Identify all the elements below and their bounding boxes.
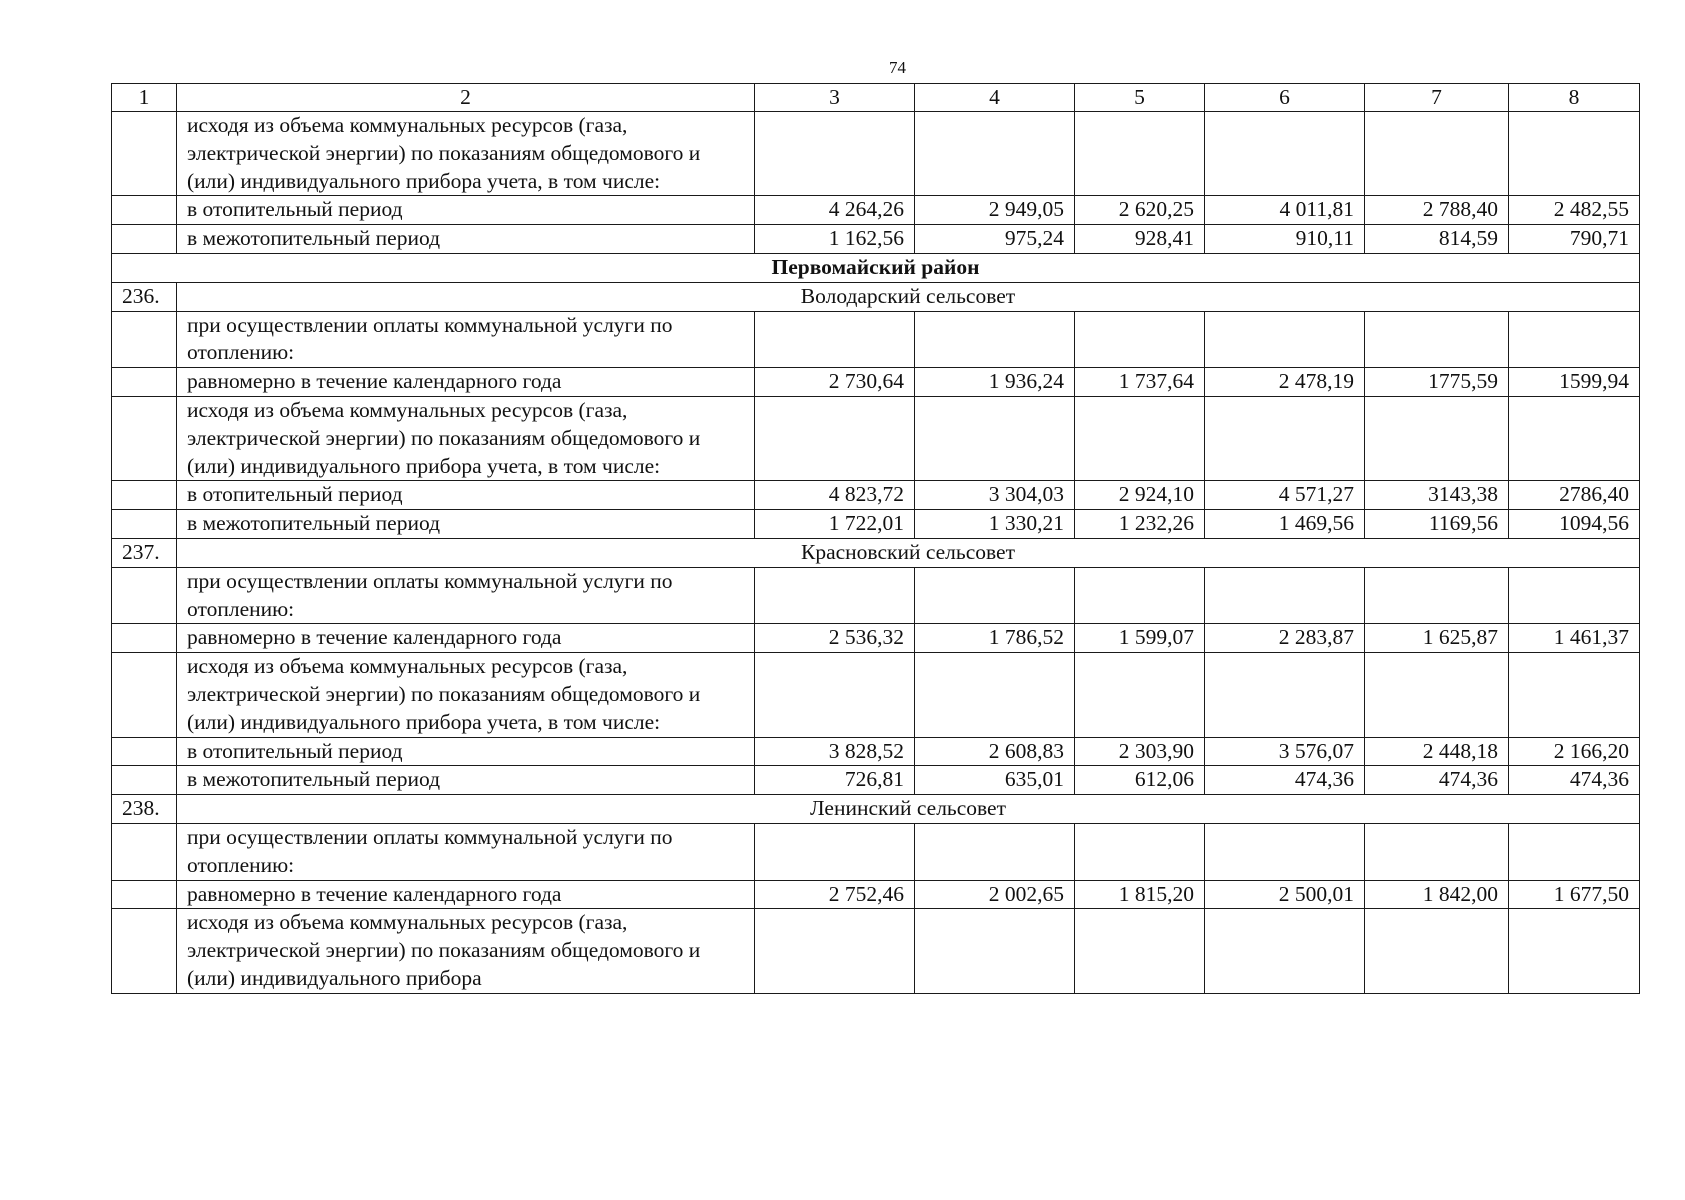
row-number-cell xyxy=(112,653,177,737)
settlement-name: Володарский сельсовет xyxy=(177,282,1640,311)
row-label: исходя из объема коммунальных ресурсов (газа, электрической энергии) по показаниям общедомового и (или) индивидуального прибора учета, в том числе: xyxy=(177,396,755,480)
row-label: в межотопительный период xyxy=(177,766,755,795)
value-cell xyxy=(755,396,915,480)
value-cell: 1599,94 xyxy=(1509,368,1640,397)
value-cell: 1 469,56 xyxy=(1205,510,1365,539)
value-cell xyxy=(915,653,1075,737)
value-cell: 1 737,64 xyxy=(1075,368,1205,397)
row-number-cell xyxy=(112,368,177,397)
value-cell xyxy=(1205,567,1365,624)
value-cell xyxy=(1365,909,1509,993)
settlement-name: Красновский сельсовет xyxy=(177,538,1640,567)
value-cell xyxy=(1075,909,1205,993)
value-cell xyxy=(1365,311,1509,368)
table-row xyxy=(112,481,1640,510)
value-cell: 4 823,72 xyxy=(755,481,915,510)
row-number-cell xyxy=(112,766,177,795)
value-cell: 1 722,01 xyxy=(755,510,915,539)
row-number-cell: 237. xyxy=(112,538,177,567)
value-cell xyxy=(1509,823,1640,880)
row-label: в отопительный период xyxy=(177,196,755,225)
row-label: равномерно в течение календарного года xyxy=(177,368,755,397)
value-cell xyxy=(1205,653,1365,737)
value-cell: 2 500,01 xyxy=(1205,880,1365,909)
value-cell: 4 264,26 xyxy=(755,196,915,225)
value-cell: 3 828,52 xyxy=(755,737,915,766)
value-cell: 726,81 xyxy=(755,766,915,795)
value-cell xyxy=(915,567,1075,624)
value-cell: 2 620,25 xyxy=(1075,196,1205,225)
value-cell: 3 576,07 xyxy=(1205,737,1365,766)
value-cell: 2 788,40 xyxy=(1365,196,1509,225)
value-cell: 2786,40 xyxy=(1509,481,1640,510)
row-number-cell: 238. xyxy=(112,795,177,824)
value-cell: 4 571,27 xyxy=(1205,481,1365,510)
column-header: 1 xyxy=(112,84,177,112)
row-number-cell xyxy=(112,225,177,254)
row-number-cell xyxy=(112,737,177,766)
value-cell: 2 536,32 xyxy=(755,624,915,653)
row-number-cell xyxy=(112,481,177,510)
row-label: исходя из объема коммунальных ресурсов (газа, электрической энергии) по показаниям общедомового и (или) индивидуального прибора xyxy=(177,909,755,993)
value-cell xyxy=(755,112,915,196)
district-row xyxy=(112,253,1640,282)
row-number-cell xyxy=(112,112,177,196)
value-cell xyxy=(1365,653,1509,737)
row-number-cell xyxy=(112,311,177,368)
table-row xyxy=(112,766,1640,795)
table-row xyxy=(112,624,1640,653)
column-header: 4 xyxy=(915,84,1075,112)
value-cell: 2 478,19 xyxy=(1205,368,1365,397)
column-header: 3 xyxy=(755,84,915,112)
row-number-cell xyxy=(112,624,177,653)
value-cell xyxy=(1509,112,1640,196)
row-label: в отопительный период xyxy=(177,737,755,766)
row-number-cell xyxy=(112,823,177,880)
row-number-cell xyxy=(112,880,177,909)
value-cell: 635,01 xyxy=(915,766,1075,795)
value-cell: 1775,59 xyxy=(1365,368,1509,397)
value-cell: 4 011,81 xyxy=(1205,196,1365,225)
settlement-name: Ленинский сельсовет xyxy=(177,795,1640,824)
value-cell xyxy=(1509,909,1640,993)
value-cell: 814,59 xyxy=(1365,225,1509,254)
value-cell xyxy=(1509,311,1640,368)
row-label: исходя из объема коммунальных ресурсов (газа, электрической энергии) по показаниям общедомового и (или) индивидуального прибора учета, в том числе: xyxy=(177,653,755,737)
value-cell xyxy=(1365,112,1509,196)
value-cell: 1 330,21 xyxy=(915,510,1075,539)
value-cell xyxy=(1205,909,1365,993)
value-cell xyxy=(1365,396,1509,480)
table-row xyxy=(112,909,1640,993)
row-label: при осуществлении оплаты коммунальной услуги по отоплению: xyxy=(177,567,755,624)
value-cell: 1 786,52 xyxy=(915,624,1075,653)
value-cell: 2 608,83 xyxy=(915,737,1075,766)
value-cell: 1169,56 xyxy=(1365,510,1509,539)
column-header: 2 xyxy=(177,84,755,112)
value-cell: 1 677,50 xyxy=(1509,880,1640,909)
value-cell xyxy=(755,567,915,624)
value-cell: 3143,38 xyxy=(1365,481,1509,510)
value-cell: 1 842,00 xyxy=(1365,880,1509,909)
value-cell xyxy=(1205,396,1365,480)
table-row xyxy=(112,567,1640,624)
settlement-row xyxy=(112,795,1640,824)
value-cell: 1 162,56 xyxy=(755,225,915,254)
table-row xyxy=(112,112,1640,196)
table-row xyxy=(112,823,1640,880)
value-cell: 910,11 xyxy=(1205,225,1365,254)
value-cell: 1 461,37 xyxy=(1509,624,1640,653)
value-cell xyxy=(1365,823,1509,880)
value-cell: 2 949,05 xyxy=(915,196,1075,225)
table-row xyxy=(112,880,1640,909)
settlement-row xyxy=(112,282,1640,311)
value-cell: 975,24 xyxy=(915,225,1075,254)
column-header: 7 xyxy=(1365,84,1509,112)
row-number-cell xyxy=(112,196,177,225)
value-cell xyxy=(755,909,915,993)
value-cell xyxy=(1365,567,1509,624)
tariff-table xyxy=(111,83,1640,994)
tariff-table-container xyxy=(111,83,1639,994)
value-cell: 474,36 xyxy=(1365,766,1509,795)
value-cell xyxy=(915,396,1075,480)
row-label: при осуществлении оплаты коммунальной услуги по отоплению: xyxy=(177,311,755,368)
settlement-row xyxy=(112,538,1640,567)
column-header: 8 xyxy=(1509,84,1640,112)
value-cell: 1094,56 xyxy=(1509,510,1640,539)
value-cell: 2 448,18 xyxy=(1365,737,1509,766)
row-label: равномерно в течение календарного года xyxy=(177,880,755,909)
value-cell: 2 924,10 xyxy=(1075,481,1205,510)
row-number-cell xyxy=(112,396,177,480)
row-label: равномерно в течение календарного года xyxy=(177,624,755,653)
value-cell xyxy=(1075,396,1205,480)
value-cell: 2 303,90 xyxy=(1075,737,1205,766)
value-cell xyxy=(1075,823,1205,880)
value-cell xyxy=(755,823,915,880)
value-cell: 1 232,26 xyxy=(1075,510,1205,539)
value-cell xyxy=(1075,112,1205,196)
value-cell: 1 599,07 xyxy=(1075,624,1205,653)
value-cell: 790,71 xyxy=(1509,225,1640,254)
value-cell: 612,06 xyxy=(1075,766,1205,795)
row-number-cell xyxy=(112,510,177,539)
value-cell xyxy=(1075,653,1205,737)
value-cell: 2 283,87 xyxy=(1205,624,1365,653)
value-cell xyxy=(1075,567,1205,624)
table-row xyxy=(112,737,1640,766)
value-cell: 3 304,03 xyxy=(915,481,1075,510)
value-cell xyxy=(915,823,1075,880)
value-cell xyxy=(1075,311,1205,368)
table-row xyxy=(112,368,1640,397)
row-number-cell xyxy=(112,909,177,993)
value-cell: 2 752,46 xyxy=(755,880,915,909)
row-label: исходя из объема коммунальных ресурсов (газа, электрической энергии) по показаниям общедомового и (или) индивидуального прибора учета, в том числе: xyxy=(177,112,755,196)
value-cell: 1 936,24 xyxy=(915,368,1075,397)
value-cell xyxy=(1509,396,1640,480)
value-cell xyxy=(915,112,1075,196)
table-row xyxy=(112,396,1640,480)
table-row xyxy=(112,653,1640,737)
district-heading: Первомайский район xyxy=(112,253,1640,282)
value-cell: 2 002,65 xyxy=(915,880,1075,909)
page-number: 74 xyxy=(889,58,906,77)
value-cell: 474,36 xyxy=(1205,766,1365,795)
value-cell xyxy=(1205,112,1365,196)
table-row xyxy=(112,225,1640,254)
value-cell xyxy=(915,909,1075,993)
row-number-cell: 236. xyxy=(112,282,177,311)
value-cell: 474,36 xyxy=(1509,766,1640,795)
value-cell xyxy=(915,311,1075,368)
row-label: в межотопительный период xyxy=(177,225,755,254)
value-cell xyxy=(1509,653,1640,737)
value-cell: 928,41 xyxy=(1075,225,1205,254)
row-label: при осуществлении оплаты коммунальной услуги по отоплению: xyxy=(177,823,755,880)
value-cell xyxy=(1509,567,1640,624)
table-row xyxy=(112,311,1640,368)
value-cell xyxy=(755,311,915,368)
value-cell: 2 482,55 xyxy=(1509,196,1640,225)
row-label: в отопительный период xyxy=(177,481,755,510)
value-cell: 1 625,87 xyxy=(1365,624,1509,653)
row-number-cell xyxy=(112,567,177,624)
value-cell: 1 815,20 xyxy=(1075,880,1205,909)
column-header: 5 xyxy=(1075,84,1205,112)
table-row xyxy=(112,196,1640,225)
value-cell xyxy=(755,653,915,737)
value-cell: 2 166,20 xyxy=(1509,737,1640,766)
value-cell xyxy=(1205,823,1365,880)
header-row xyxy=(112,84,1640,112)
table-row xyxy=(112,510,1640,539)
column-header: 6 xyxy=(1205,84,1365,112)
value-cell: 2 730,64 xyxy=(755,368,915,397)
row-label: в межотопительный период xyxy=(177,510,755,539)
value-cell xyxy=(1205,311,1365,368)
